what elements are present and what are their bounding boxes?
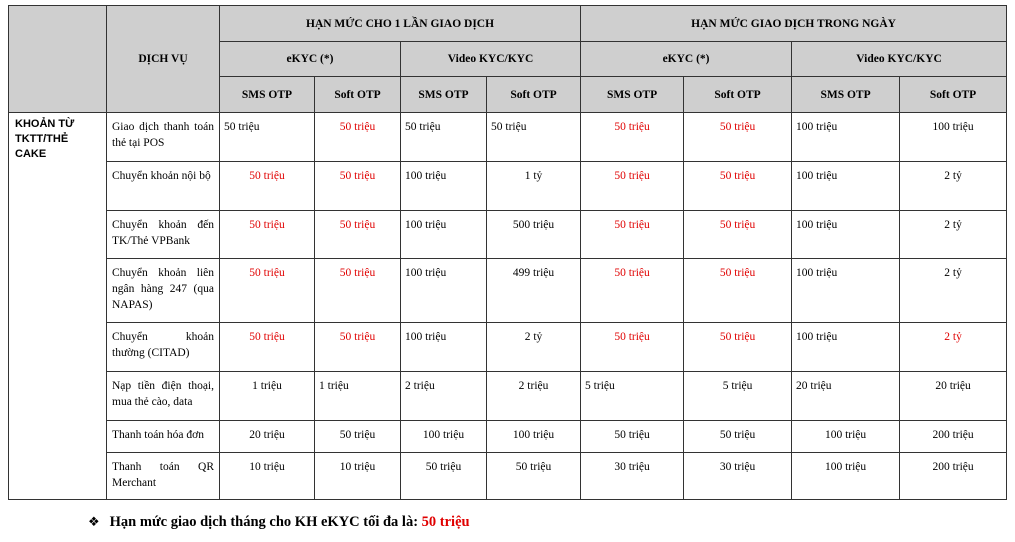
limit-value: 100 triệu (792, 162, 900, 211)
table-row (9, 372, 1007, 421)
limit-value: 200 triệu (900, 453, 1007, 500)
category-header-cell (9, 6, 107, 113)
limit-value: 100 triệu (401, 211, 487, 259)
sms-otp-header: SMS OTP (220, 77, 315, 113)
limit-value: 2 triệu (487, 372, 581, 421)
limit-value: 500 triệu (487, 211, 581, 259)
soft-otp-header: Soft OTP (684, 77, 792, 113)
category-label: KHOẢN TỪ TKTT/THẺ CAKE (9, 113, 107, 500)
limit-value: 10 triệu (220, 453, 315, 500)
limit-value: 50 triệu (315, 211, 401, 259)
limit-value: 20 triệu (220, 421, 315, 453)
limit-value: 200 triệu (900, 421, 1007, 453)
limit-value: 50 triệu (315, 323, 401, 372)
limit-value: 499 triệu (487, 259, 581, 323)
daily-limit-header: HẠN MỨC GIAO DỊCH TRONG NGÀY (581, 6, 1007, 42)
limit-value: 50 triệu (220, 113, 315, 162)
diamond-bullet-icon: ❖ (88, 515, 100, 530)
limit-value: 2 tỷ (487, 323, 581, 372)
video-kyc-header: Video KYC/KYC (401, 42, 581, 77)
ekyc-header: eKYC (*) (220, 42, 401, 77)
sms-otp-header: SMS OTP (581, 77, 684, 113)
limit-value: 100 triệu (792, 211, 900, 259)
limit-value: 50 triệu (315, 113, 401, 162)
limit-value: 30 triệu (581, 453, 684, 500)
service-name: Chuyển khoản nội bộ (107, 162, 220, 211)
limit-value: 50 triệu (581, 211, 684, 259)
limit-value: 100 triệu (792, 259, 900, 323)
limit-value: 100 triệu (792, 323, 900, 372)
limit-value: 50 triệu (487, 453, 581, 500)
limit-value: 50 triệu (401, 113, 487, 162)
limit-value: 10 triệu (315, 453, 401, 500)
limit-value: 50 triệu (684, 162, 792, 211)
limit-value: 50 triệu (684, 259, 792, 323)
limit-value: 5 triệu (684, 372, 792, 421)
limit-value: 50 triệu (684, 113, 792, 162)
limit-value: 50 triệu (684, 323, 792, 372)
limit-value: 2 tỷ (900, 259, 1007, 323)
limit-value: 100 triệu (401, 323, 487, 372)
limit-value: 50 triệu (581, 113, 684, 162)
per-transaction-limit-header: HẠN MỨC CHO 1 LẦN GIAO DỊCH (220, 6, 581, 42)
limit-value: 100 triệu (487, 421, 581, 453)
limit-value: 30 triệu (684, 453, 792, 500)
limit-value: 20 triệu (900, 372, 1007, 421)
limit-value: 50 triệu (220, 211, 315, 259)
limit-value: 100 triệu (900, 113, 1007, 162)
limit-value: 50 triệu (581, 162, 684, 211)
limit-value: 5 triệu (581, 372, 684, 421)
limit-value: 100 triệu (792, 421, 900, 453)
service-name: Chuyển khoản liên ngân hàng 247 (qua NAPAS) (107, 259, 220, 323)
limit-value: 1 triệu (220, 372, 315, 421)
table-row (9, 259, 1007, 323)
soft-otp-header: Soft OTP (315, 77, 401, 113)
video-kyc-header: Video KYC/KYC (792, 42, 1007, 77)
table-row (9, 113, 1007, 162)
limit-value: 100 triệu (401, 162, 487, 211)
sms-otp-header: SMS OTP (401, 77, 487, 113)
limit-value: 50 triệu (315, 421, 401, 453)
soft-otp-header: Soft OTP (900, 77, 1007, 113)
service-name: Nạp tiền điện thoại, mua thẻ cào, data (107, 372, 220, 421)
service-name: Thanh toán hóa đơn (107, 421, 220, 453)
limit-value: 1 tỷ (487, 162, 581, 211)
note-text: Hạn mức giao dịch tháng cho KH eKYC tối đa là: (109, 514, 422, 530)
limit-value: 2 tỷ (900, 323, 1007, 372)
limit-value: 2 tỷ (900, 162, 1007, 211)
table-row (9, 453, 1007, 500)
table-row (9, 162, 1007, 211)
service-name: Chuyển khoản đến TK/Thẻ VPBank (107, 211, 220, 259)
service-name: Thanh toán QR Merchant (107, 453, 220, 500)
table-row (9, 211, 1007, 259)
limit-value: 50 triệu (581, 421, 684, 453)
ekyc-header: eKYC (*) (581, 42, 792, 77)
service-name: Giao dịch thanh toán thẻ tại POS (107, 113, 220, 162)
limit-value: 20 triệu (792, 372, 900, 421)
limit-value: 50 triệu (315, 259, 401, 323)
limit-value: 1 triệu (315, 372, 401, 421)
limit-value: 50 triệu (220, 323, 315, 372)
limit-value: 50 triệu (684, 421, 792, 453)
limit-value: 100 triệu (792, 453, 900, 500)
note-highlight: 50 triệu (421, 514, 470, 530)
limit-value: 50 triệu (684, 211, 792, 259)
service-column-header: DỊCH VỤ (107, 6, 220, 113)
table-row (9, 323, 1007, 372)
limit-value: 100 triệu (792, 113, 900, 162)
limits-table (8, 5, 1007, 500)
limit-value: 2 tỷ (900, 211, 1007, 259)
limit-value: 50 triệu (220, 162, 315, 211)
limit-value: 50 triệu (401, 453, 487, 500)
soft-otp-header: Soft OTP (487, 77, 581, 113)
limit-value: 50 triệu (315, 162, 401, 211)
monthly-limit-note (88, 514, 470, 531)
limit-value: 50 triệu (581, 323, 684, 372)
table-row (9, 421, 1007, 453)
sms-otp-header: SMS OTP (792, 77, 900, 113)
limit-value: 50 triệu (487, 113, 581, 162)
limit-value: 50 triệu (220, 259, 315, 323)
limit-value: 100 triệu (401, 259, 487, 323)
limit-value: 2 triệu (401, 372, 487, 421)
limit-value: 50 triệu (581, 259, 684, 323)
limit-value: 100 triệu (401, 421, 487, 453)
service-name: Chuyển khoản thường (CITAD) (107, 323, 220, 372)
